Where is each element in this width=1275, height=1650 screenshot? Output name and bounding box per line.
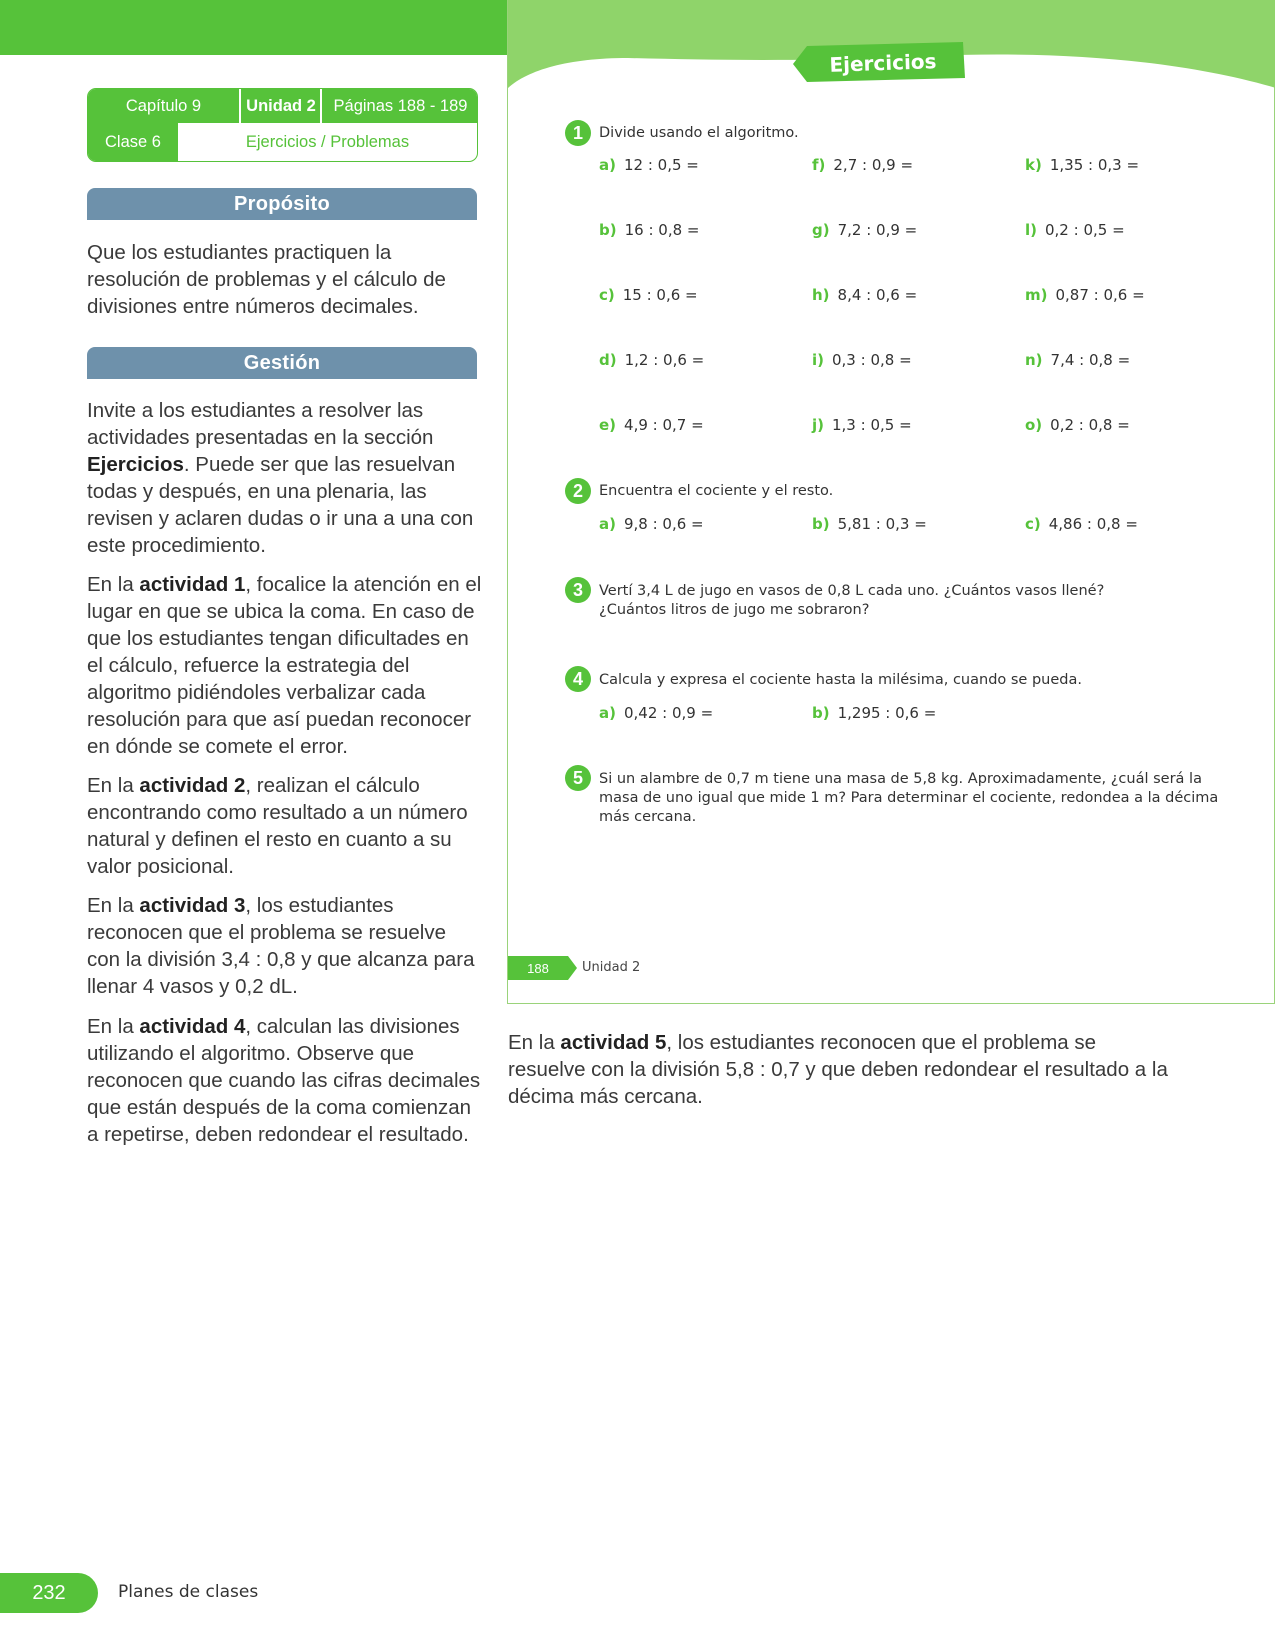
proposito-text: Que los estudiantes practiquen la resolución de problemas y el cálculo de divisiones entre números decimales. <box>87 241 446 318</box>
item-letter: m) <box>1025 286 1048 304</box>
item-letter: j) <box>812 416 824 434</box>
exercise-item <box>1025 515 1138 533</box>
item-expression: 0,2 : 0,5 = <box>1045 221 1125 239</box>
chapter-label: Capítulo 9 <box>125 96 202 115</box>
proposito-heading: Propósito <box>87 188 477 220</box>
footer-page-number: 232 <box>0 1573 98 1613</box>
item-expression: 8,4 : 0,6 = <box>837 286 918 304</box>
exercise-item <box>599 515 704 533</box>
exercise-item <box>1025 156 1139 174</box>
item-letter: n) <box>1025 351 1043 369</box>
gestion-paragraph-2: En la actividad 1, focalice la atención en el lugar en que se ubica la coma. En caso de que los estudiantes tengan dificultades en el cálculo, refuerce la estrategia del algoritmo pidiéndoles verbalizar cada resolución para que así puedan reconocer en dónde se comete el error. <box>87 573 482 758</box>
exercise-item <box>812 416 912 434</box>
item-expression: 1,295 : 0,6 = <box>837 704 937 722</box>
item-letter: b) <box>812 515 830 533</box>
ejercicios-tab-label: Ejercicios <box>829 49 937 77</box>
lesson-header-table <box>87 88 478 162</box>
item-letter: l) <box>1025 221 1037 239</box>
item-expression: 12 : 0,5 = <box>623 156 699 174</box>
page-number-arrow <box>568 956 577 980</box>
exercise-item <box>599 221 699 239</box>
item-letter: a) <box>599 156 616 174</box>
item-expression: 0,2 : 0,8 = <box>1050 416 1130 434</box>
item-expression: 1,3 : 0,5 = <box>832 416 912 434</box>
exercise-item <box>812 221 917 239</box>
exercise-item <box>599 351 704 369</box>
header-row-2 <box>88 123 477 161</box>
exercise-item <box>812 286 917 304</box>
gestion-paragraph-5: En la actividad 4, calculan las divisiones utilizando el algoritmo. Observe que reconocen que cuando las cifras decimales que están después de la coma comienzan a repetirse, deben redondear el resultado. <box>87 1015 481 1146</box>
item-letter: a) <box>599 515 616 533</box>
exercise-2-number: 2 <box>565 478 591 504</box>
item-letter: c) <box>1025 515 1041 533</box>
item-expression: 1,35 : 0,3 = <box>1049 156 1140 174</box>
exercise-5-line-3: más cercana. <box>599 809 697 825</box>
exercise-item <box>1025 351 1130 369</box>
exercise-item <box>1025 286 1145 304</box>
gestion-paragraph-3: En la actividad 2, realizan el cálculo encontrando como resultado a un número natural y definen el resto en cuanto a su valor posicional. <box>87 774 468 878</box>
exercise-item <box>599 156 699 174</box>
item-letter: a) <box>599 704 616 722</box>
gestion-heading: Gestión <box>87 347 477 379</box>
student-page-unit: Unidad 2 <box>582 960 641 975</box>
student-page-preview <box>507 0 1275 1004</box>
item-expression: 9,8 : 0,6 = <box>623 515 704 533</box>
exercise-item <box>599 416 704 434</box>
exercise-3-line-2: ¿Cuántos litros de jugo me sobraron? <box>599 602 870 618</box>
item-expression: 0,42 : 0,9 = <box>623 704 714 722</box>
item-letter: b) <box>599 221 617 239</box>
item-letter: k) <box>1025 156 1042 174</box>
class-label: Clase 6 <box>88 123 178 161</box>
exercise-2-instruction: Encuentra el cociente y el resto. <box>599 483 834 499</box>
item-expression: 0,87 : 0,6 = <box>1055 286 1145 304</box>
gestion-paragraph-4: En la actividad 3, los estudiantes reconocen que el problema se resuelve con la división 3,4 : 0,8 y que alcanza para llenar 4 vasos y 0,2 dL. <box>87 894 475 998</box>
exercise-4-number: 4 <box>565 666 591 692</box>
item-expression: 16 : 0,8 = <box>624 221 700 239</box>
exercise-item <box>599 704 713 722</box>
ejercicios-tab <box>793 42 968 84</box>
item-letter: h) <box>812 286 830 304</box>
exercise-item <box>599 286 698 304</box>
item-expression: 2,7 : 0,9 = <box>833 156 914 174</box>
item-letter: b) <box>812 704 830 722</box>
footer-label: Planes de clases <box>118 1582 259 1602</box>
exercise-1-instruction: Divide usando el algoritmo. <box>599 125 799 141</box>
topic-label: Ejercicios / Problemas <box>245 132 410 151</box>
item-expression: 5,81 : 0,3 = <box>837 515 927 533</box>
exercise-item <box>1025 416 1130 434</box>
item-expression: 4,86 : 0,8 = <box>1048 515 1138 533</box>
item-letter: f) <box>812 156 826 174</box>
top-green-bar <box>0 0 507 55</box>
item-expression: 7,2 : 0,9 = <box>837 221 918 239</box>
item-letter: c) <box>599 286 615 304</box>
exercise-5-number: 5 <box>565 765 591 791</box>
item-letter: g) <box>812 221 830 239</box>
gestion-paragraph-1: Invite a los estudiantes a resolver las actividades presentadas en la sección Ejercicios. Puede ser que las resuelvan todas y después, en una plenaria, las revisen y aclaren dudas o ir una a una con este procedimiento. <box>87 399 474 557</box>
exercise-item <box>812 156 913 174</box>
exercise-item <box>1025 221 1125 239</box>
activity-5-paragraph: En la actividad 5, los estudiantes reconocen que el problema se resuelve con la división 5,8 : 0,7 y que deben redondear el resultado a la décima más cercana. <box>508 1031 1168 1108</box>
item-letter: o) <box>1025 416 1043 434</box>
item-letter: i) <box>812 351 824 369</box>
item-expression: 0,3 : 0,8 = <box>832 351 912 369</box>
item-expression: 4,9 : 0,7 = <box>624 416 704 434</box>
item-letter: e) <box>599 416 617 434</box>
exercise-item <box>812 351 912 369</box>
item-expression: 7,4 : 0,8 = <box>1050 351 1131 369</box>
exercise-4-instruction: Calcula y expresa el cociente hasta la milésima, cuando se pueda. <box>599 672 1082 688</box>
header-row-1 <box>88 89 477 123</box>
item-letter: d) <box>599 351 617 369</box>
item-expression: 15 : 0,6 = <box>622 286 698 304</box>
exercise-3-number: 3 <box>565 577 591 603</box>
unit-label: Unidad 2 <box>239 89 321 123</box>
pages-label: Páginas 188 - 189 <box>320 89 478 123</box>
student-page-number: 188 <box>508 956 568 980</box>
exercise-5-line-1: Si un alambre de 0,7 m tiene una masa de 5,8 kg. Aproximadamente, ¿cuál será la <box>599 771 1202 787</box>
exercise-item <box>812 515 927 533</box>
item-expression: 1,2 : 0,6 = <box>624 351 705 369</box>
exercise-5-line-2: masa de uno igual que mide 1 m? Para determinar el cociente, redondea a la décima <box>599 790 1219 806</box>
exercise-item <box>812 704 936 722</box>
exercise-3-line-1: Vertí 3,4 L de jugo en vasos de 0,8 L cada uno. ¿Cuántos vasos llené? <box>599 583 1105 599</box>
exercise-1-number: 1 <box>565 120 591 146</box>
